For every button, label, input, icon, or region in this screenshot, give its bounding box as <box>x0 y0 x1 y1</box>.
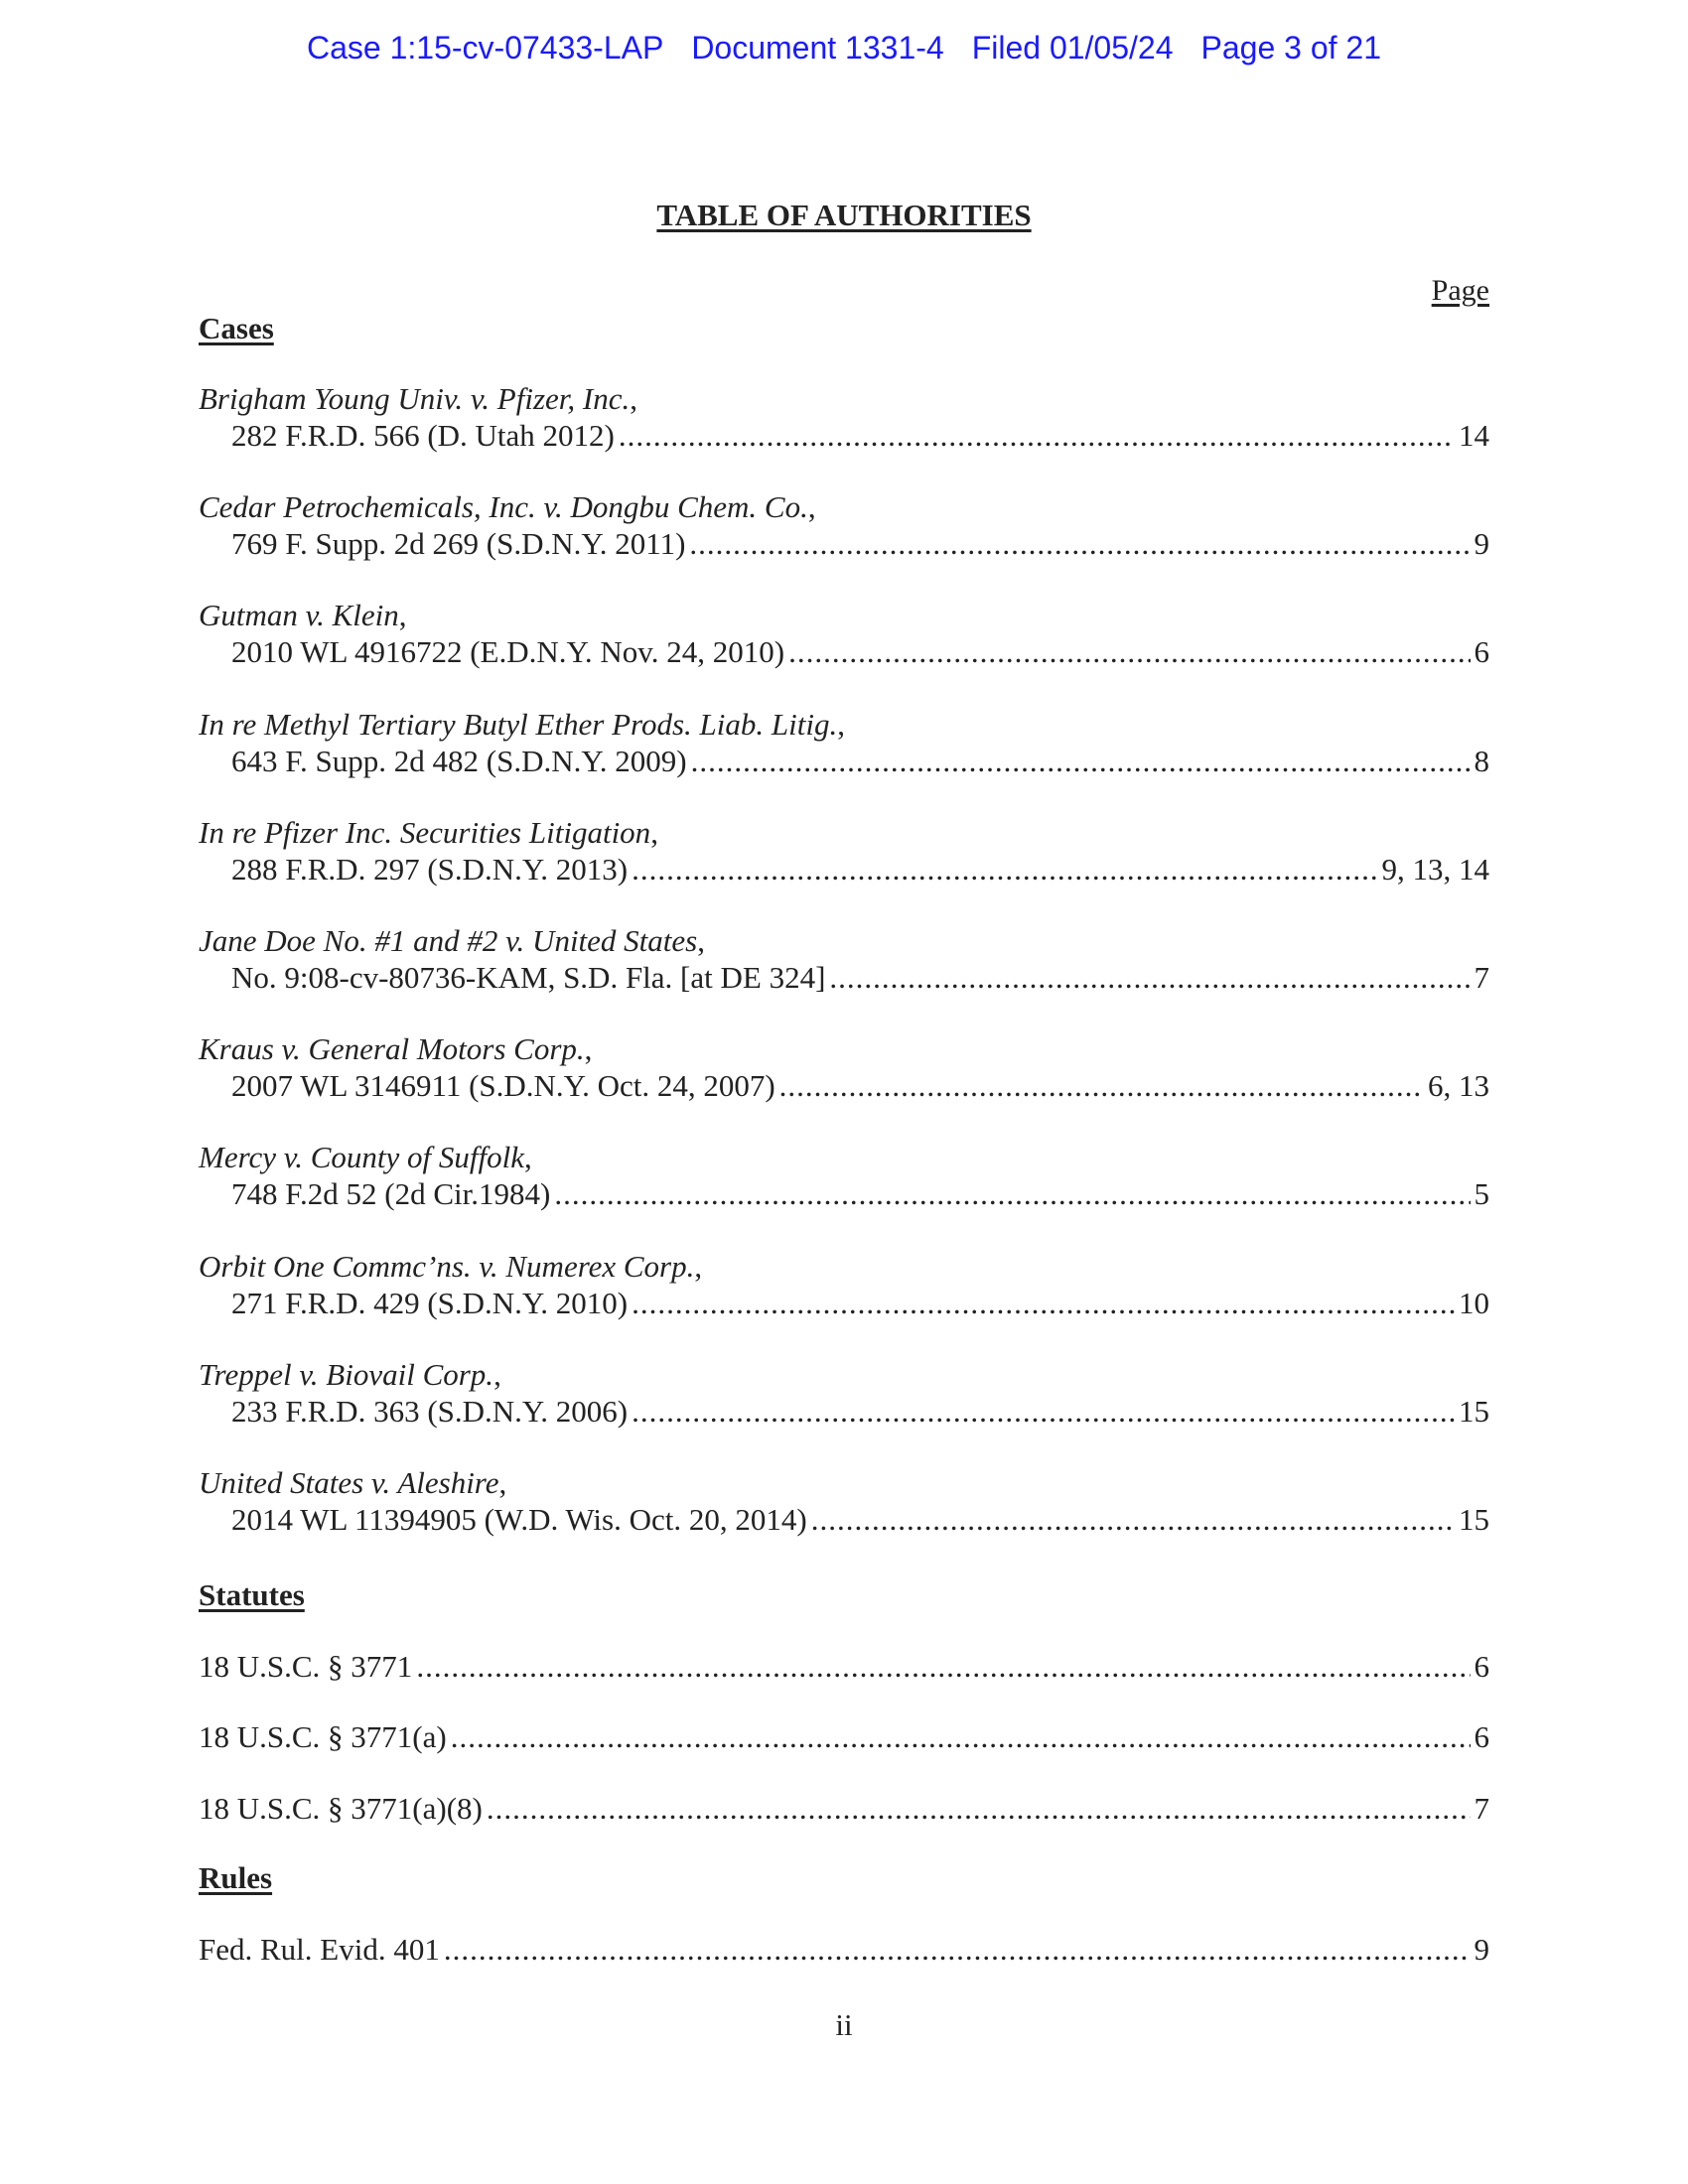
case-citation: 271 F.R.D. 429 (S.D.N.Y. 2010) <box>231 1286 629 1320</box>
page-reference: 6, 13 <box>1428 1068 1489 1103</box>
page-reference: 6 <box>1474 634 1489 669</box>
footer-page-number: ii <box>835 2007 853 2042</box>
case-name: In re Pfizer Inc. Securities Litigation, <box>199 815 658 850</box>
page-reference: 9 <box>1474 526 1489 561</box>
case-name: Jane Doe No. #1 and #2 v. United States, <box>199 923 705 958</box>
case-citation: 643 F. Supp. 2d 482 (S.D.N.Y. 2009) <box>231 744 687 778</box>
case-citation: 748 F.2d 52 (2d Cir.1984) <box>231 1176 551 1211</box>
case-entry <box>199 1464 1489 1538</box>
case-name: Kraus v. General Motors Corp., <box>199 1031 593 1066</box>
statute-entry <box>199 1718 1489 1755</box>
case-number: Case 1:15-cv-07433-LAP <box>307 30 664 66</box>
filing-header <box>0 30 1688 67</box>
case-entry <box>199 1248 1489 1321</box>
case-citation: 2010 WL 4916722 (E.D.N.Y. Nov. 24, 2010) <box>231 634 785 669</box>
rule-entry <box>199 1931 1489 1968</box>
case-name: Orbit One Commc’ns. v. Numerex Corp., <box>199 1249 703 1284</box>
document-number: Document 1331-4 <box>691 30 944 66</box>
case-citation: 233 F.R.D. 363 (S.D.N.Y. 2006) <box>231 1394 629 1429</box>
case-name: Cedar Petrochemicals, Inc. v. Dongbu Chem. Co., <box>199 489 816 524</box>
page-reference: 15 <box>1459 1394 1489 1429</box>
case-entry <box>199 597 1489 670</box>
rule-citation: Fed. Rul. Evid. 401 <box>199 1932 440 1967</box>
case-entry <box>199 488 1489 562</box>
filed-date: Filed 01/05/24 <box>971 30 1174 66</box>
page-reference: 10 <box>1459 1286 1489 1320</box>
statute-citation: 18 U.S.C. § 3771(a) <box>199 1719 447 1754</box>
statute-entry <box>199 1648 1489 1685</box>
page-reference: 7 <box>1474 1791 1489 1826</box>
case-citation: 288 F.R.D. 297 (S.D.N.Y. 2013) <box>231 852 629 887</box>
case-citation: 2007 WL 3146911 (S.D.N.Y. Oct. 24, 2007) <box>231 1068 775 1103</box>
case-citation: 2014 WL 11394905 (W.D. Wis. Oct. 20, 2014) <box>231 1502 807 1537</box>
cases-heading: Cases <box>199 311 274 345</box>
page-count: Page 3 of 21 <box>1200 30 1381 66</box>
case-entry <box>199 1030 1489 1104</box>
page-reference: 6 <box>1474 1649 1489 1684</box>
statutes-heading: Statutes <box>199 1577 305 1612</box>
case-citation: No. 9:08-cv-80736-KAM, S.D. Fla. [at DE 324] <box>231 960 826 995</box>
case-citation: 769 F. Supp. 2d 269 (S.D.N.Y. 2011) <box>231 526 686 561</box>
rules-heading: Rules <box>199 1860 273 1895</box>
page-reference: 9, 13, 14 <box>1381 852 1489 887</box>
page-reference: 5 <box>1474 1176 1489 1211</box>
page-reference: 15 <box>1459 1502 1489 1537</box>
case-name: Brigham Young Univ. v. Pfizer, Inc., <box>199 381 638 416</box>
page-column-label: Page <box>1431 274 1489 307</box>
case-name: Mercy v. County of Suffolk, <box>199 1140 532 1174</box>
page-title: TABLE OF AUTHORITIES <box>656 198 1032 232</box>
statute-entry <box>199 1790 1489 1827</box>
case-citation: 282 F.R.D. 566 (D. Utah 2012) <box>231 418 615 453</box>
page-reference: 9 <box>1474 1932 1489 1967</box>
case-name: Treppel v. Biovail Corp., <box>199 1357 501 1392</box>
case-entry <box>199 922 1489 996</box>
page-reference: 8 <box>1474 744 1489 778</box>
case-entry <box>199 380 1489 454</box>
case-entry <box>199 1139 1489 1212</box>
case-name: Gutman v. Klein, <box>199 598 407 632</box>
case-name: United States v. Aleshire, <box>199 1465 507 1500</box>
case-name: In re Methyl Tertiary Butyl Ether Prods. Liab. Litig., <box>199 707 845 742</box>
case-entry <box>199 706 1489 779</box>
case-entry <box>199 814 1489 887</box>
case-entry <box>199 1356 1489 1430</box>
page-reference: 14 <box>1459 418 1489 453</box>
page-reference: 7 <box>1474 960 1489 995</box>
statute-citation: 18 U.S.C. § 3771(a)(8) <box>199 1791 483 1826</box>
page-reference: 6 <box>1474 1719 1489 1754</box>
statute-citation: 18 U.S.C. § 3771 <box>199 1649 413 1684</box>
